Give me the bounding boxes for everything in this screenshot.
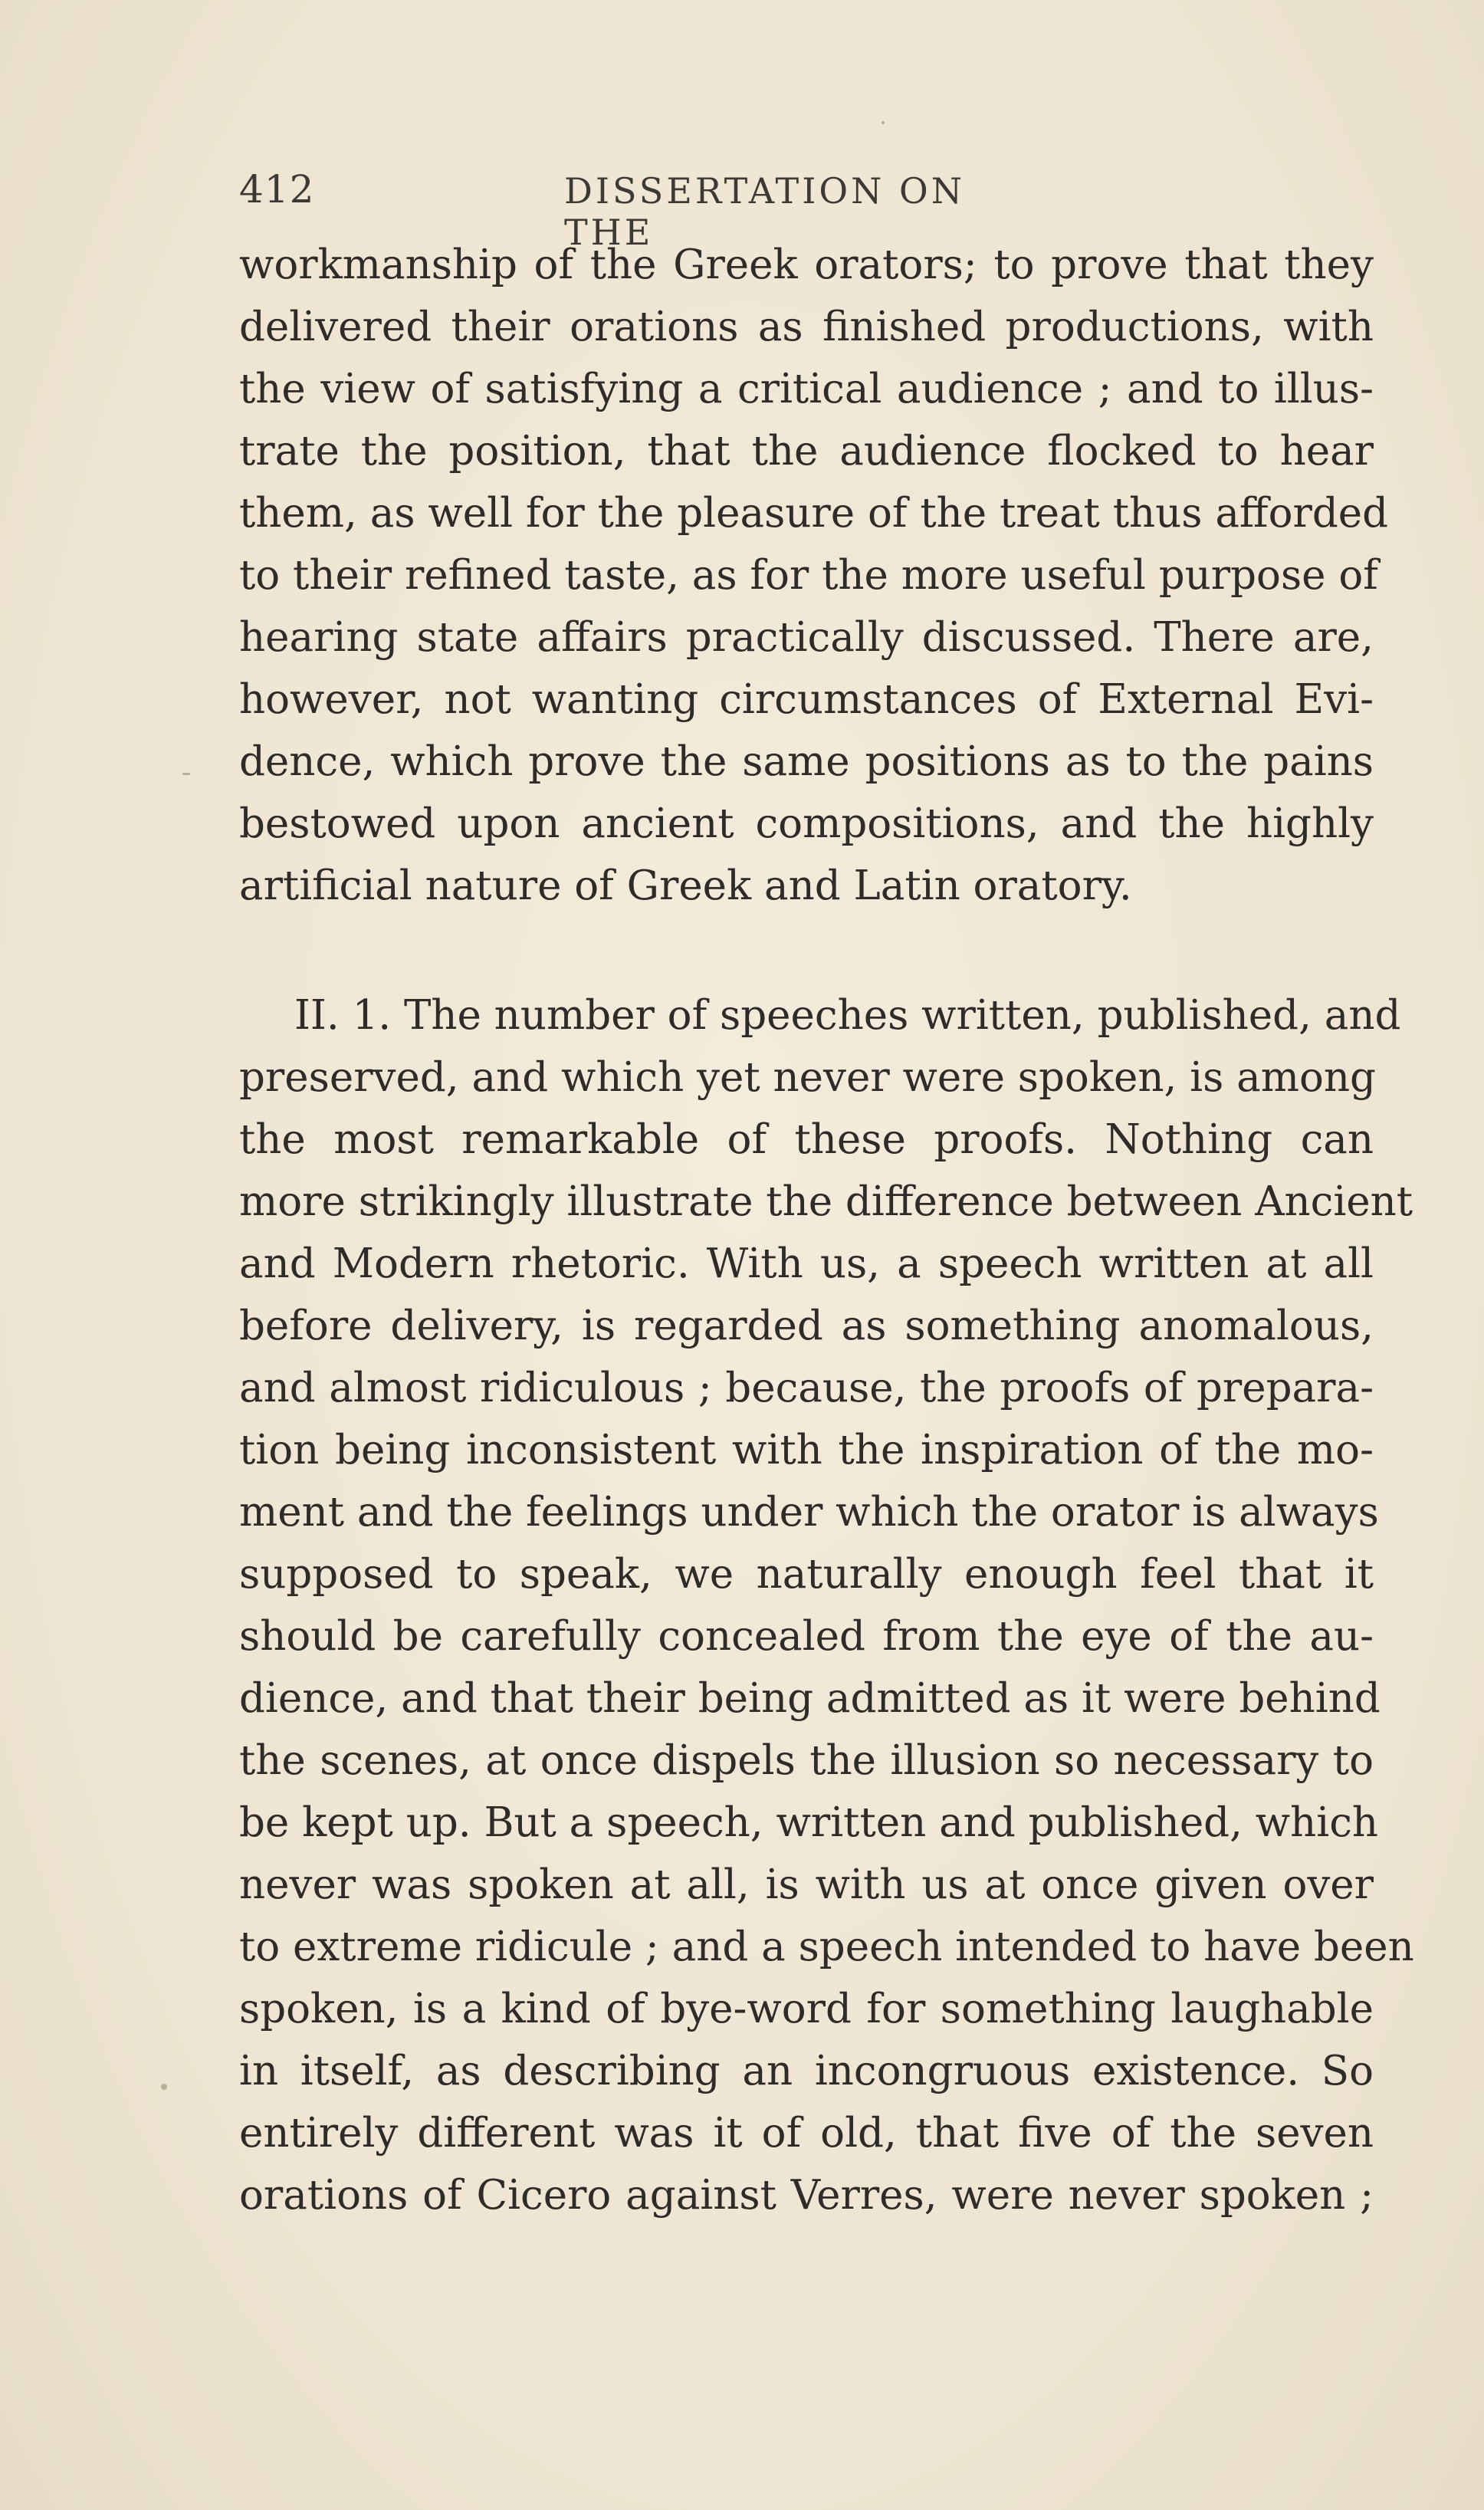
text-line: trate the position, that the audience flocked to hear <box>239 428 1374 475</box>
text-line: II. 1. The number of speeches written, published, and <box>294 992 1401 1039</box>
running-head: DISSERTATION ON THE <box>564 170 965 253</box>
text-line: orations of Cicero against Verres, were never spoken ; <box>239 2172 1374 2219</box>
text-line: the view of satisfying a critical audience ; and to illus- <box>239 366 1374 412</box>
paragraph-gap <box>239 917 1374 984</box>
text-line: never was spoken at all, is with us at once given over <box>239 1861 1374 1908</box>
text-line: before delivery, is regarded as something anomalous, <box>239 1303 1374 1349</box>
text-line: dience, and that their being admitted as it were behind <box>239 1675 1381 1722</box>
text-line: dence, which prove the same positions as to the pains <box>239 738 1374 785</box>
text-line: be kept up. But a speech, written and published, which <box>239 1799 1379 1846</box>
text-line: bestowed upon ancient compositions, and the highly <box>239 800 1374 847</box>
text-line: in itself, as describing an incongruous existence. So <box>239 2048 1374 2094</box>
text-line: however, not wanting circumstances of External Evi- <box>239 676 1374 723</box>
text-line: spoken, is a kind of bye-word for something laughable <box>239 1986 1374 2032</box>
paper-speck <box>882 121 885 124</box>
text-line: entirely different was it of old, that five of the seven <box>239 2110 1374 2157</box>
paragraph-1 <box>239 234 1389 917</box>
text-line: supposed to speak, we naturally enough feel that it <box>239 1551 1374 1598</box>
text-line: and almost ridiculous ; because, the proofs of prepara- <box>239 1365 1374 1411</box>
text-line: preserved, and which yet never were spoken, is among <box>239 1054 1376 1101</box>
paragraph-2 <box>239 984 1414 2226</box>
paper-speck <box>161 2084 167 2090</box>
page-number: 412 <box>239 167 315 212</box>
page-header <box>239 167 1067 253</box>
text-line: should be carefully concealed from the eye of the au- <box>239 1613 1374 1660</box>
text-line: the most remarkable of these proofs. Nothing can <box>239 1116 1374 1163</box>
text-line: them, as well for the pleasure of the treat thus afforded <box>239 490 1389 537</box>
text-line: to extreme ridicule ; and a speech intended to have been <box>239 1924 1414 1970</box>
paper-speck <box>182 773 190 775</box>
text-line: hearing state affairs practically discussed. There are, <box>239 614 1374 661</box>
text-line: to their refined taste, as for the more useful purpose of <box>239 552 1378 599</box>
text-line: tion being inconsistent with the inspiration of the mo- <box>239 1427 1374 1473</box>
body-text <box>239 234 1414 2226</box>
text-line: the scenes, at once dispels the illusion so necessary to <box>239 1737 1374 1784</box>
text-line: ment and the feelings under which the orator is always <box>239 1489 1379 1536</box>
text-line: and Modern rhetoric. With us, a speech written at all <box>239 1240 1374 1287</box>
text-line: workmanship of the Greek orators; to prove that they <box>239 241 1374 288</box>
text-line: more strikingly illustrate the difference between Ancient <box>239 1178 1413 1225</box>
text-line: delivered their orations as finished productions, with <box>239 304 1374 350</box>
text-line: artificial nature of Greek and Latin oratory. <box>239 862 1132 909</box>
